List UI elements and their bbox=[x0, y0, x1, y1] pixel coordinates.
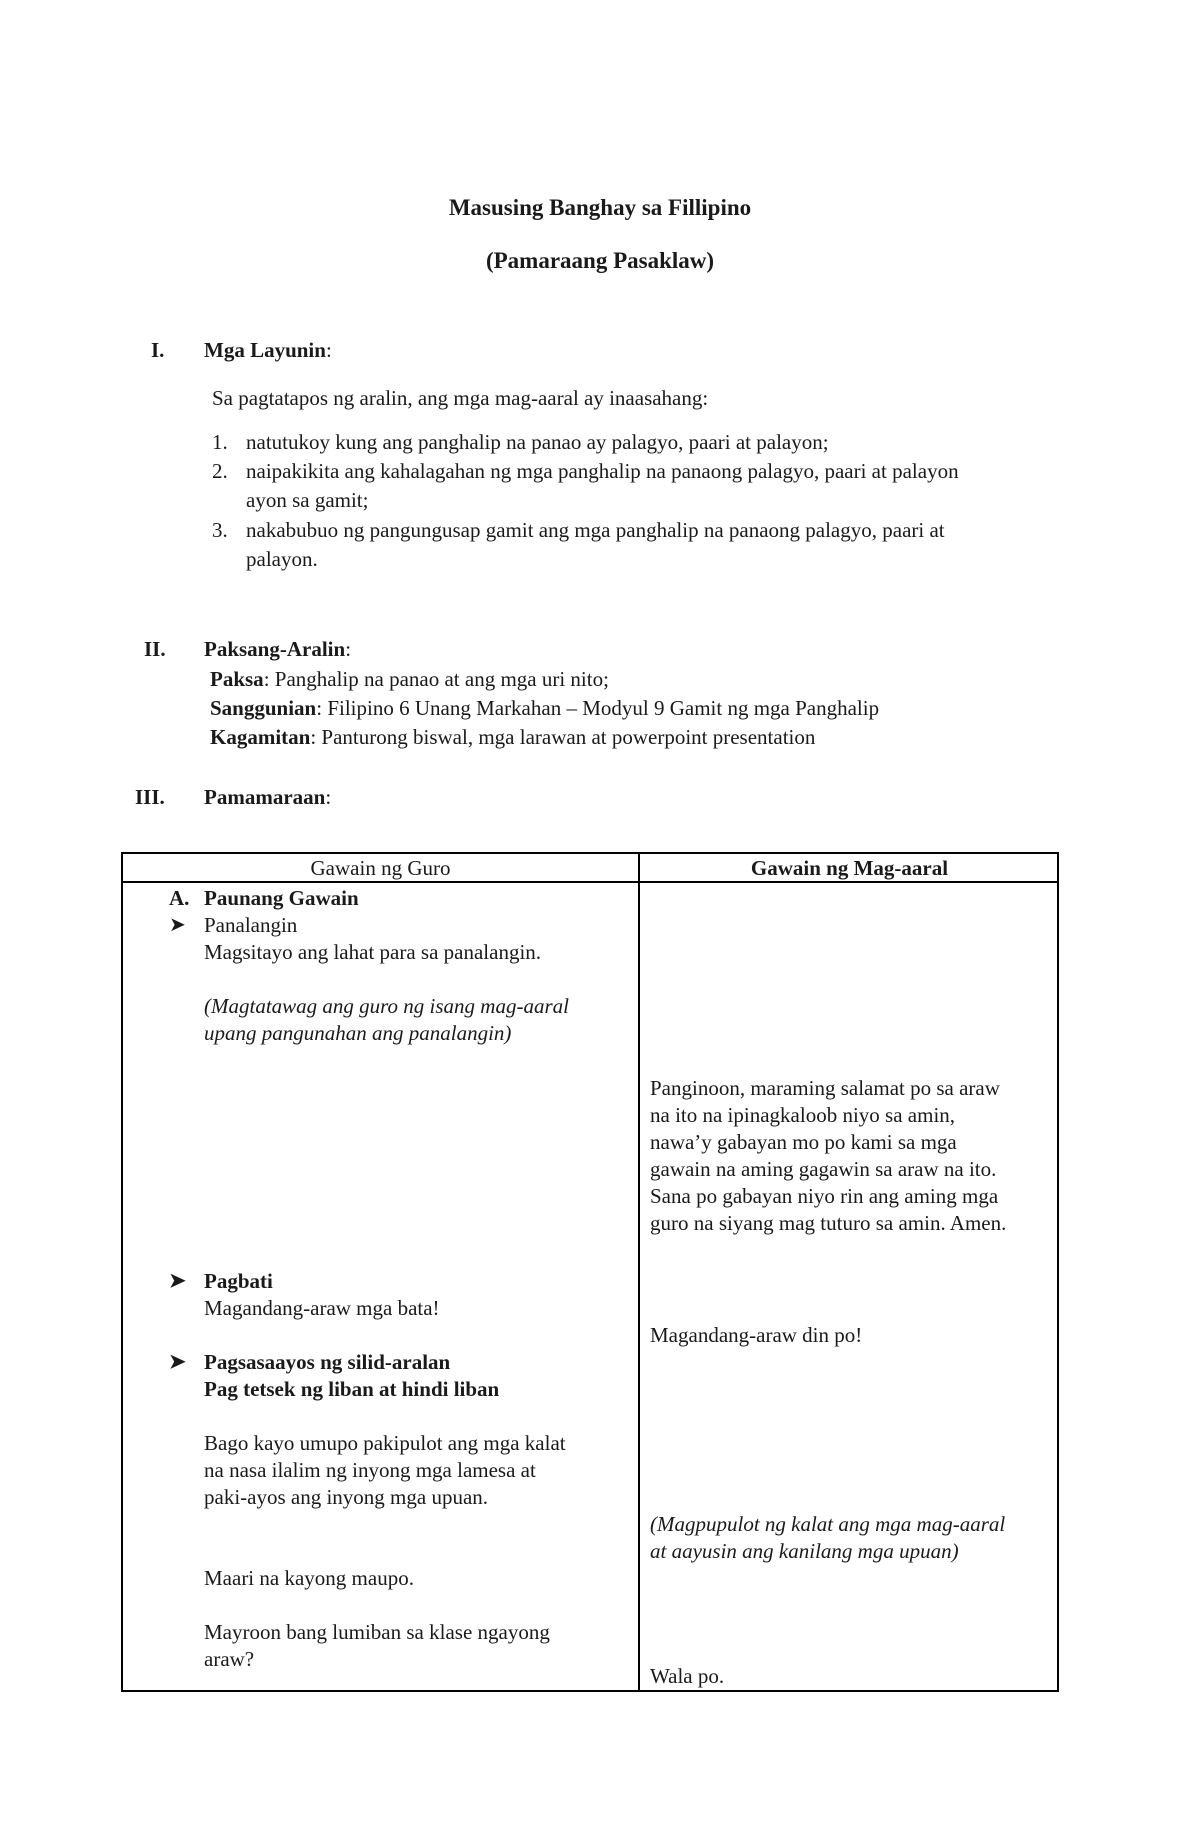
mayroon-text-line1: Mayroon bang lumiban sa klase ngayong bbox=[204, 1620, 550, 1644]
objective-2-text-line2: ayon sa gamit; bbox=[246, 488, 369, 512]
section-2-heading-text: Paksang-Aralin bbox=[204, 637, 346, 661]
prayer-line2: na ito na ipinagkaloob niyo sa amin, bbox=[650, 1103, 956, 1127]
arrow-bullet-icon: ➤ bbox=[169, 914, 186, 936]
sanggunian-row bbox=[210, 696, 879, 721]
section-2-number: II. bbox=[144, 637, 166, 661]
greeting-reply: Magandang-araw din po! bbox=[650, 1323, 863, 1347]
absent-reply: Wala po. bbox=[650, 1664, 725, 1688]
panalangin-text: Magsitayo ang lahat para sa panalangin. bbox=[204, 940, 542, 964]
prayer-line3: nawa’y gabayan mo po kami sa mga bbox=[650, 1130, 957, 1154]
objective-2-number: 2. bbox=[212, 459, 228, 483]
section-3-number: III. bbox=[135, 785, 165, 809]
paksa-label: Paksa bbox=[210, 667, 264, 691]
arrow-bullet-icon: ➤ bbox=[169, 1351, 186, 1373]
section-1-heading-text: Mga Layunin bbox=[204, 338, 326, 362]
pagsasaayos-label-line1: Pagsasaayos ng silid-aralan bbox=[204, 1350, 451, 1374]
sanggunian-label: Sanggunian bbox=[210, 696, 317, 720]
objective-3-number: 3. bbox=[212, 518, 228, 542]
mayroon-text-line2: araw? bbox=[204, 1647, 255, 1671]
section-3-heading-text: Pamamaraan bbox=[204, 785, 326, 809]
part-a-title: Paunang Gawain bbox=[204, 886, 359, 910]
section-2-heading bbox=[204, 637, 351, 662]
objective-3-text-line2: palayon. bbox=[246, 547, 318, 571]
objectives-intro: Sa pagtatapos ng aralin, ang mga mag-aaral ay inaasahang: bbox=[212, 386, 709, 410]
section-2-colon: : bbox=[345, 637, 352, 661]
paksa-value: : Panghalip na panao at ang mga uri nito; bbox=[263, 667, 609, 691]
section-1-number: I. bbox=[151, 338, 165, 362]
panalangin-note-line1: (Magtatawag ang guro ng isang mag-aaral bbox=[204, 994, 569, 1018]
objective-1-text: natutukoy kung ang panghalip na panao ay palagyo, paari at palayon; bbox=[246, 430, 829, 454]
kagamitan-value: : Panturong biswal, mga larawan at powerpoint presentation bbox=[310, 725, 816, 749]
prayer-line4: gawain na aming gagawin sa araw na ito. bbox=[650, 1157, 997, 1181]
table-header-divider bbox=[123, 881, 1057, 883]
bago-text-line2: na nasa ilalim ng inyong mga lamesa at bbox=[204, 1458, 536, 1482]
panalangin-note-line2: upang pangunahan ang panalangin) bbox=[204, 1021, 512, 1045]
pagsasaayos-label-line2: Pag tetsek ng liban at hindi liban bbox=[204, 1377, 500, 1401]
section-1-heading bbox=[204, 338, 332, 363]
pagbati-text: Magandang-araw mga bata! bbox=[204, 1296, 440, 1320]
document-subtitle: (Pamaraang Pasaklaw) bbox=[485, 248, 715, 273]
bago-text-line1: Bago kayo umupo pakipulot ang mga kalat bbox=[204, 1431, 566, 1455]
table-header-magaaral: Gawain ng Mag-aaral bbox=[750, 856, 949, 880]
section-3-colon: : bbox=[325, 785, 332, 809]
prayer-line6: guro na siyang mag tuturo sa amin. Amen. bbox=[650, 1211, 1007, 1235]
kagamitan-label: Kagamitan bbox=[210, 725, 311, 749]
document-title: Masusing Banghay sa Fillipino bbox=[448, 195, 752, 220]
section-1-colon: : bbox=[325, 338, 332, 362]
prayer-line5: Sana po gabayan niyo rin ang aming mga bbox=[650, 1184, 999, 1208]
pagbati-label: Pagbati bbox=[204, 1269, 273, 1293]
objective-2-text-line1: naipakikita ang kahalagahan ng mga panghalip na panaong palagyo, paari at palayon bbox=[246, 459, 959, 483]
paksa-row bbox=[210, 667, 609, 692]
sanggunian-value: : Filipino 6 Unang Markahan – Modyul 9 Gamit ng mga Panghalip bbox=[316, 696, 880, 720]
objective-3-text-line1: nakabubuo ng pangungusap gamit ang mga panghalip na panaong palagyo, paari at bbox=[246, 518, 945, 542]
arrow-bullet-icon: ➤ bbox=[169, 1270, 186, 1292]
part-a-letter: A. bbox=[169, 886, 190, 910]
section-3-heading bbox=[204, 785, 331, 810]
procedure-table bbox=[121, 852, 1059, 1692]
student-note-line1: (Magpupulot ng kalat ang mga mag-aaral bbox=[650, 1512, 1006, 1536]
table-header-guro: Gawain ng Guro bbox=[310, 856, 451, 880]
table-column-divider bbox=[638, 854, 640, 1690]
maari-text: Maari na kayong maupo. bbox=[204, 1566, 414, 1590]
objective-1-number: 1. bbox=[212, 430, 228, 454]
prayer-line1: Panginoon, maraming salamat po sa araw bbox=[650, 1076, 1000, 1100]
panalangin-label: Panalangin bbox=[204, 913, 298, 937]
bago-text-line3: paki-ayos ang inyong mga upuan. bbox=[204, 1485, 489, 1509]
student-note-line2: at aayusin ang kanilang mga upuan) bbox=[650, 1539, 959, 1563]
kagamitan-row bbox=[210, 725, 815, 750]
